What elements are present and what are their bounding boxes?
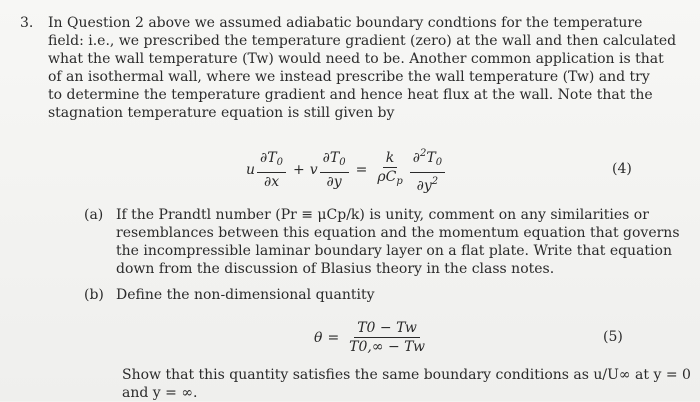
eq5-numerator: T0 − Tw [354, 320, 420, 338]
equation-4-number: (4) [612, 161, 632, 177]
part-a-line-4: down from the discussion of Blasius theory in the class notes. [116, 261, 555, 277]
eq4-plus: + [293, 162, 305, 178]
question-number: 3. [20, 15, 34, 31]
part-a-line-1: If the Prandtl number (Pr ≡ μCp/k) is unity, comment on any similarities or [116, 207, 649, 223]
eq4-frac-k-rhoCp: $\frac{k}{\rho C_p}$ [377, 150, 403, 187]
eq5-denominator: T0,∞ − Tw [349, 339, 425, 355]
eq4-equals: = [355, 162, 368, 178]
part-b-tail-line-2: and y = ∞. [122, 385, 198, 401]
part-b-tail-line-1: Show that this quantity satisfies the same boundary conditions as u/U∞ at y = 0 [122, 367, 691, 383]
question-line-6: stagnation temperature equation is still given by [48, 105, 395, 121]
equation-5 [314, 320, 430, 355]
part-b [84, 286, 656, 304]
eq5-theta: θ [314, 329, 323, 346]
question-line-4: of an isothermal wall, where we instead prescribe the wall temperature (Tw) and try [48, 69, 650, 85]
eq5-fraction [346, 320, 428, 355]
question-line-1: In Question 2 above we assumed adiabatic boundary condtions for the temperature [48, 15, 643, 31]
question-3-text [20, 14, 677, 122]
part-b-intro: Define the non-dimensional quantity [116, 287, 375, 303]
part-a-line-3: the incompressible laminar boundary layer on a flat plate. Write that equation [116, 243, 672, 259]
question-line-2: field: i.e., we prescribed the temperature gradient (zero) at the wall and then calculated [48, 33, 677, 49]
eq4-frac-dT0-dx: $\frac{\partial T_0}{\partial x}$ [257, 150, 286, 190]
part-a-label: (a) [84, 207, 104, 223]
part-b-tail [122, 366, 691, 402]
question-line-5: to determine the temperature gradient and hence heat flux at the wall. Note that the [48, 87, 653, 103]
eq4-frac-dT0-dy: $\frac{\partial T_0}{\partial y}$ [320, 150, 349, 190]
part-a-line-2: resemblances between this equation and the momentum equation that governs [116, 225, 680, 241]
eq4-frac-d2T0-dy2: $\frac{\partial^2T_0}{\partial y^2}$ [410, 146, 445, 194]
equation-5-number: (5) [603, 329, 623, 345]
part-b-label: (b) [84, 287, 104, 303]
eq4-u: u [246, 162, 256, 178]
equation-4 [246, 146, 447, 194]
eq4-v: v [309, 162, 318, 178]
part-a [84, 206, 680, 278]
eq5-equals: = [327, 329, 340, 346]
question-line-3: what the wall temperature (Tw) would need to be. Another common application is that [48, 51, 664, 67]
